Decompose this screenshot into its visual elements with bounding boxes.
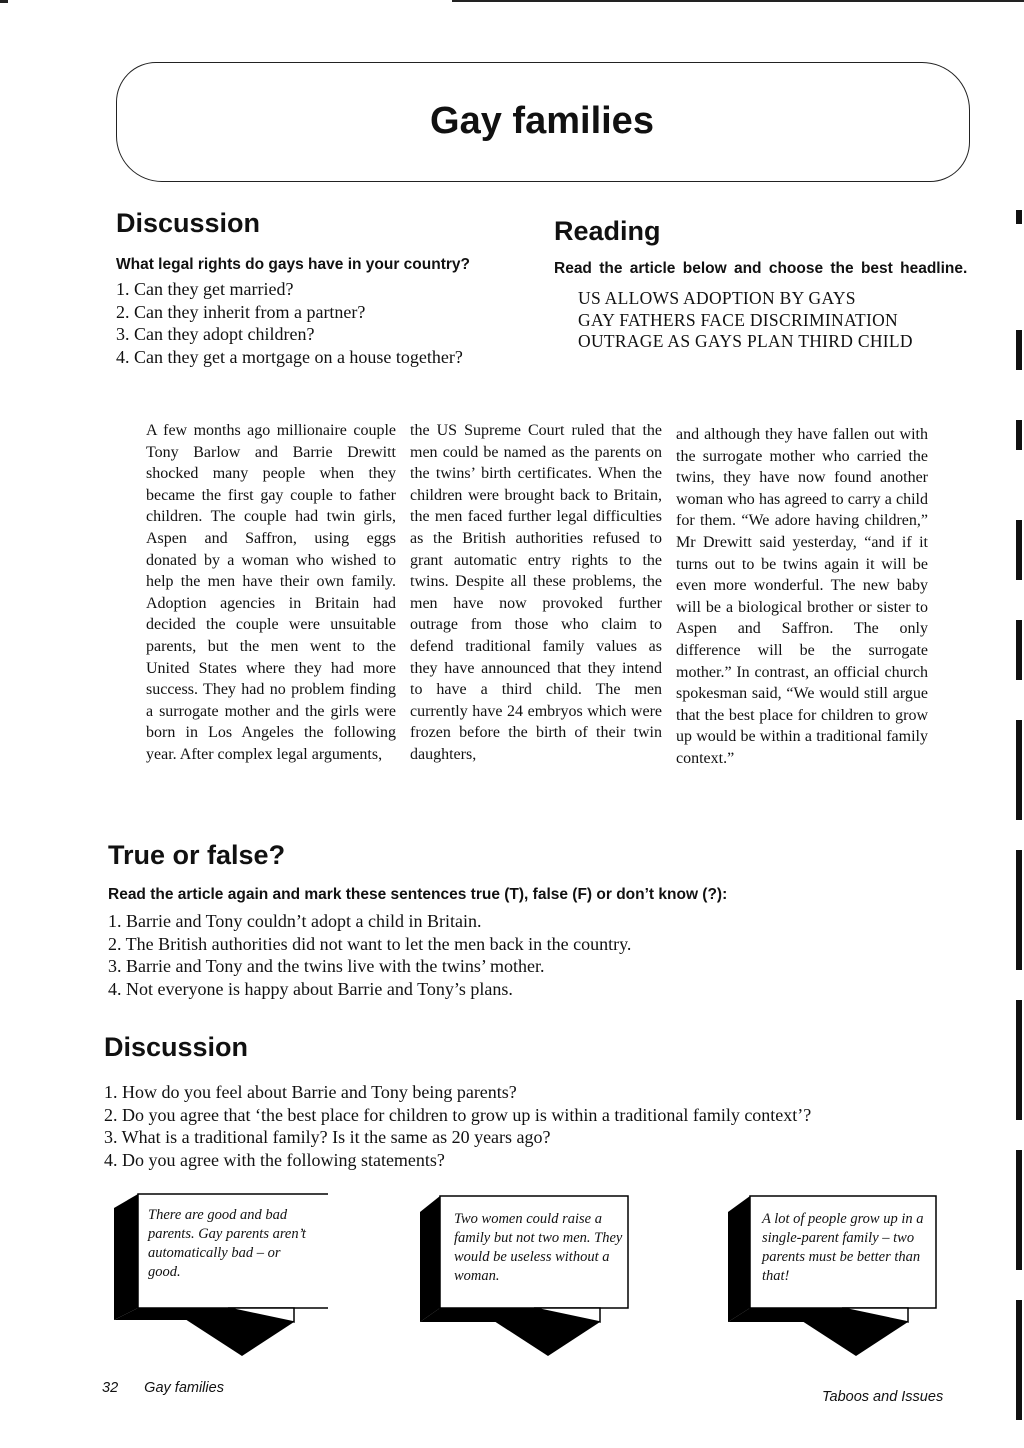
headline-option: OUTRAGE AS GAYS PLAN THIRD CHILD <box>578 331 913 351</box>
list-item: 2. Can they inherit from a partner? <box>116 301 366 322</box>
article-column-1: A few months ago millionaire couple Tony Barlow and Barrie Drewitt shocked many people when they became the first gay couple to father children. The couple had twin girls, Aspen and Saffron, using eggs donated by a woman who wished to help the men have their own family. Adoption agencies in Britain had decided the couple were unsuitable parents, but the men went to the United States where they had more success. They had no problem finding a surrogate mother and the girls were born in Los Angeles the following year. After complex legal arguments, <box>146 422 396 763</box>
binding-mark <box>1016 420 1022 450</box>
list-item: 3. What is a traditional family? Is it the same as 20 years ago? <box>104 1127 551 1147</box>
binding-mark <box>1016 210 1022 224</box>
footer-section: Gay families <box>144 1380 224 1396</box>
discussion-section-2 <box>104 1032 944 1171</box>
page-number: 32 <box>102 1380 119 1396</box>
footer-left <box>102 1380 224 1396</box>
binding-mark <box>1016 520 1022 580</box>
headline-option: GAY FATHERS FACE DISCRIMINATION <box>578 309 898 330</box>
discussion-section <box>116 208 536 368</box>
headline-options <box>554 288 970 353</box>
discussion-questions <box>116 278 536 368</box>
list-item: 4. Not everyone is happy about Barrie and Tony’s plans. <box>108 978 513 999</box>
binding-mark <box>1016 1300 1022 1420</box>
article-column-3: and although they have fallen out with the surrogate mother who carried the twins, they have now found another woman who has agreed to carry a child for them. “We adore having children,” Mr Drewitt said yesterday, “and if it turns out to be twins again it will be even more wonderful. The new baby will be a biological brother or sister to Aspen and Saffron. The only difference will be the surrogate mother.” In contrast, an official church spokesman said, “We would still argue that the best place for children to grow up would be within a traditional family context.” <box>676 426 928 767</box>
headline-option: US ALLOWS ADOPTION BY GAYS <box>578 288 856 308</box>
discussion-heading: Discussion <box>116 208 261 238</box>
list-item: 3. Barrie and Tony and the twins live with the twins’ mother. <box>108 956 545 976</box>
discussion-lead: What legal rights do gays have in your country? <box>116 256 470 273</box>
true-false-lead: Read the article again and mark these sentences true (T), false (F) or don’t know (?): <box>108 886 728 903</box>
true-false-section <box>108 840 938 1000</box>
binding-mark <box>1016 330 1022 370</box>
speech-bubble-3 <box>722 1190 942 1360</box>
list-item: 1. Barrie and Tony couldn’t adopt a child in Britain. <box>108 911 482 931</box>
list-item: 1. Can they get married? <box>116 279 294 299</box>
reading-heading: Reading <box>554 216 661 246</box>
list-item: 2. Do you agree that ‘the best place for children to grow up is within a traditional family context’? <box>104 1104 812 1125</box>
binding-mark <box>1016 620 1022 680</box>
list-item: 4. Do you agree with the following statements? <box>104 1149 445 1170</box>
page-title: Gay families <box>430 100 654 142</box>
footer-book-title: Taboos and Issues <box>822 1389 944 1405</box>
true-false-heading: True or false? <box>108 840 286 870</box>
list-item: 3. Can they adopt children? <box>116 324 315 344</box>
bubble-text: Two women could raise a family but not two men. They would be useless without a woman. <box>454 1211 623 1284</box>
binding-mark <box>1016 720 1022 820</box>
scan-mark <box>0 0 8 3</box>
true-false-items <box>108 910 938 1000</box>
binding-mark <box>1016 1150 1022 1270</box>
article-column-2: the US Supreme Court ruled that the men could be named as the parents on the twins’ birth certificates. When the children were brought back to Britain, the men faced further legal difficulties as the British authorities refused to grant automatic entry rights to the twins. Despite all these problems, the men have now provoked further outrage from those who claim to defend traditional family values as they have announced that they intend to have a third child. The men currently have 24 embryos which were frozen before the birth of their twin daughters, <box>410 422 662 763</box>
reading-section <box>554 216 970 353</box>
discussion-heading: Discussion <box>104 1032 249 1062</box>
bubble-text: There are good and bad parents. Gay parents aren’t automatically bad – or good. <box>148 1207 306 1280</box>
scan-mark <box>452 0 1024 2</box>
binding-mark <box>1016 1000 1022 1120</box>
reading-lead: Read the article below and choose the best headline. <box>554 260 968 277</box>
list-item: 4. Can they get a mortgage on a house together? <box>116 346 463 367</box>
bubble-text: A lot of people grow up in a single-parent family – two parents must be better than that! <box>762 1211 924 1284</box>
discussion-questions <box>104 1081 944 1171</box>
list-item: 1. How do you feel about Barrie and Tony being parents? <box>104 1082 517 1102</box>
list-item: 2. The British authorities did not want to let the men back in the country. <box>108 933 632 954</box>
binding-mark <box>1016 850 1022 970</box>
speech-bubble-1 <box>108 1190 328 1360</box>
speech-bubble-2 <box>414 1190 634 1360</box>
